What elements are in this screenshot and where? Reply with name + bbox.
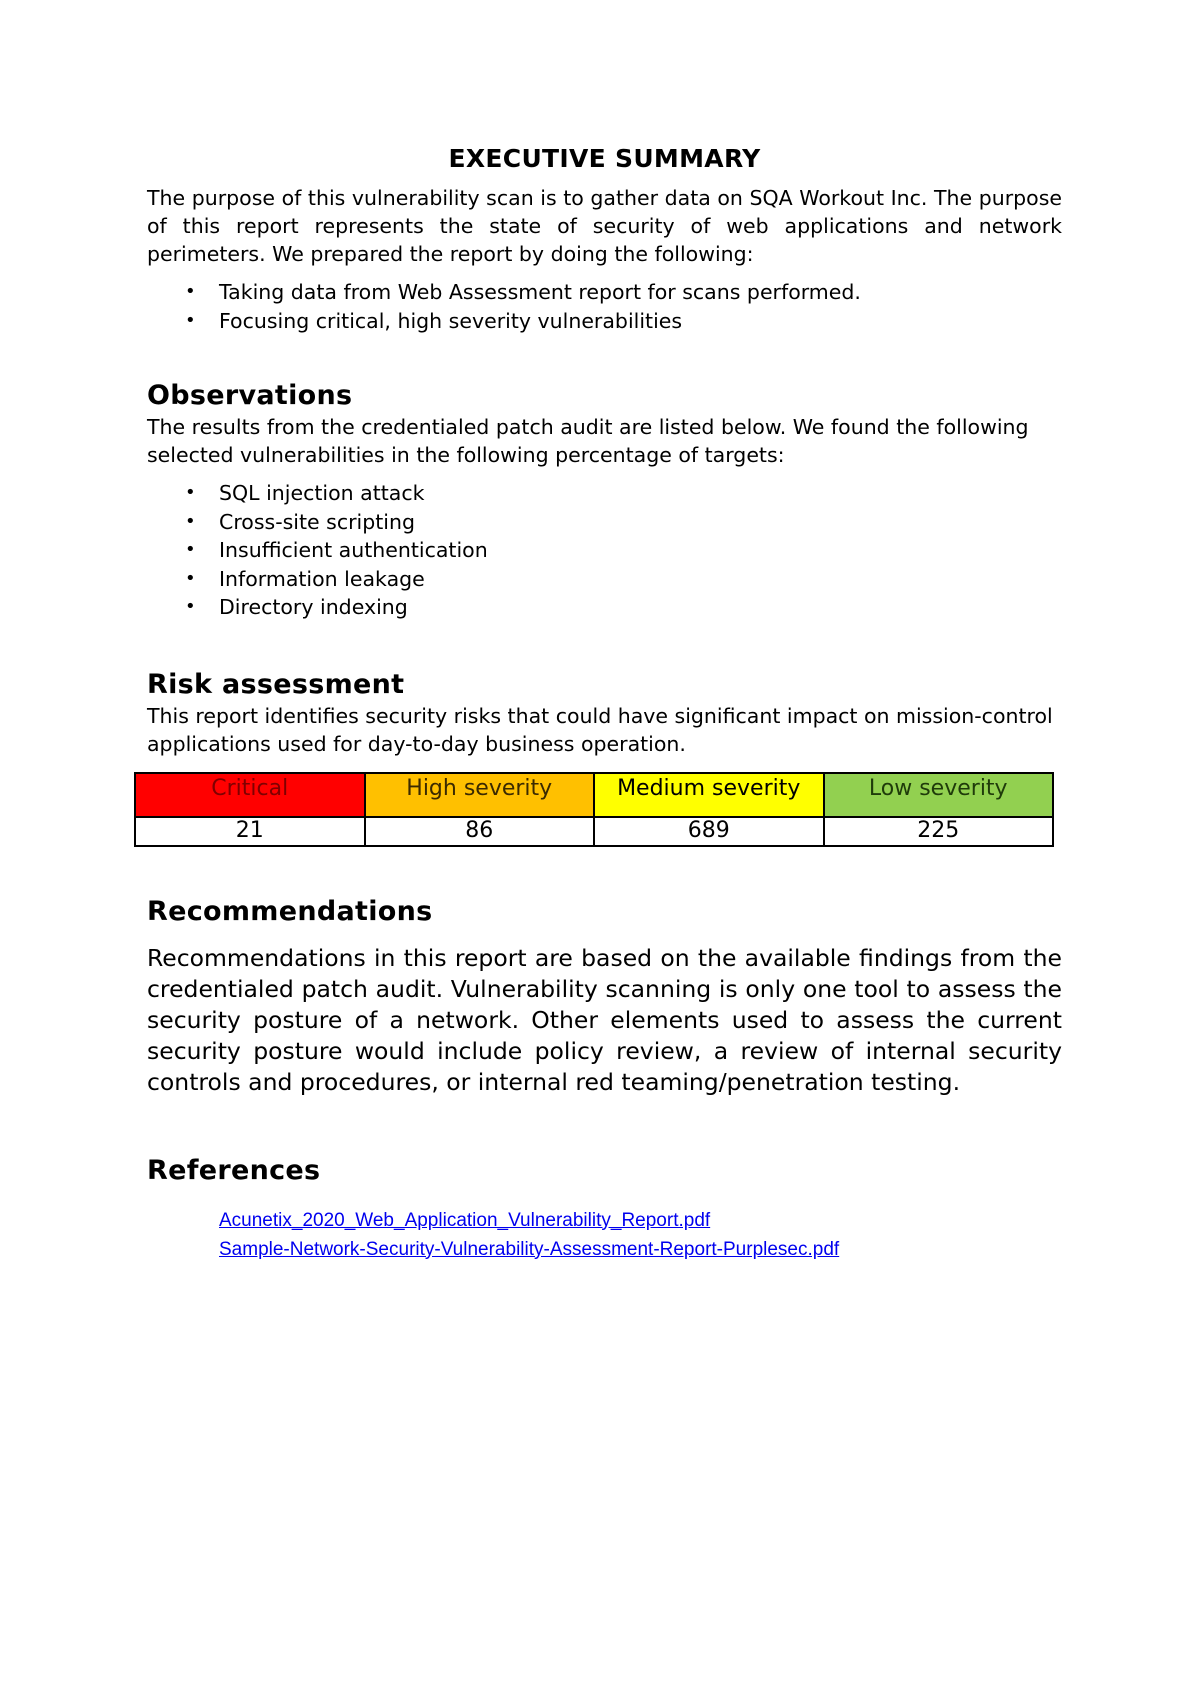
bullet-icon: • — [185, 281, 196, 302]
intro-paragraph: The purpose of this vulnerability scan is to gather data on SQA Workout Inc. The purpose of this report represents the state of security of web applications and network perimeters. We prepared the report by doing the following: — [147, 186, 1062, 266]
list-item-text: Information leakage — [219, 566, 425, 591]
list-item — [147, 565, 1062, 594]
list-item-text: SQL injection attack — [219, 481, 425, 505]
list-item — [147, 536, 1062, 565]
table-row — [135, 817, 1053, 846]
critical-header-cell: Critical — [135, 773, 365, 817]
list-item-text: Directory indexing — [219, 595, 408, 619]
references-list — [219, 1206, 1062, 1264]
bullet-icon: • — [185, 309, 196, 331]
list-item-text: Taking data from Web Assessment report for scans performed. — [219, 280, 861, 304]
observations-heading: Observations — [147, 380, 353, 411]
list-item — [147, 307, 1062, 336]
list-item-text: Insufficient authentication — [219, 538, 488, 562]
list-item — [219, 1235, 1062, 1264]
medium-severity-count-cell: 689 — [594, 817, 824, 846]
list-item — [147, 278, 1062, 307]
low-severity-header-cell: Low severity — [824, 773, 1054, 817]
page-title: EXECUTIVE SUMMARY — [448, 144, 761, 173]
observations-paragraph: The results from the credentialed patch audit are listed below. We found the following selected vulnerabilities in the following percentage of targets: — [147, 415, 1029, 467]
bullet-icon: • — [185, 539, 196, 560]
bullet-icon: • — [185, 567, 196, 589]
critical-count-cell: 21 — [135, 817, 365, 846]
high-severity-count-cell: 86 — [365, 817, 595, 846]
list-item — [147, 508, 1062, 537]
intro-bullet-list — [147, 278, 1062, 335]
bullet-icon: • — [185, 596, 196, 617]
list-item-text: Cross-site scripting — [219, 509, 415, 534]
list-item-text: Focusing critical, high severity vulnerabilities — [219, 308, 683, 333]
high-severity-header-cell: High severity — [365, 773, 595, 817]
bullet-icon: • — [185, 510, 196, 532]
recommendations-paragraph: Recommendations in this report are based on the available findings from the credentialed patch audit. Vulnerability scanning is only one tool to assess the security posture of a network. Other elements used to assess the current security posture would include policy review, a review of internal security controls and procedures, or internal red teaming/penetration testing. — [147, 943, 1062, 1096]
list-item — [147, 593, 1062, 622]
reference-link-purplesec[interactable]: Sample-Network-Security-Vulnerability-Assessment-Report-Purplesec.pdf — [219, 1238, 840, 1260]
recommendations-heading: Recommendations — [147, 895, 433, 927]
bullet-icon: • — [185, 482, 196, 503]
risk-assessment-heading: Risk assessment — [147, 668, 405, 700]
list-item — [147, 479, 1062, 508]
low-severity-count-cell: 225 — [824, 817, 1054, 846]
references-heading: References — [147, 1154, 321, 1186]
list-item — [219, 1206, 1062, 1235]
table-header-row — [135, 773, 1053, 817]
reference-link-acunetix[interactable]: Acunetix_2020_Web_Application_Vulnerability_Report.pdf — [219, 1209, 711, 1231]
severity-table — [134, 772, 1054, 847]
risk-assessment-paragraph: This report identifies security risks that could have significant impact on mission-control applications used for day-to-day business operation. — [147, 703, 1053, 756]
medium-severity-header-cell: Medium severity — [594, 773, 824, 817]
document-content — [147, 140, 1062, 1264]
observations-bullet-list — [147, 479, 1062, 622]
